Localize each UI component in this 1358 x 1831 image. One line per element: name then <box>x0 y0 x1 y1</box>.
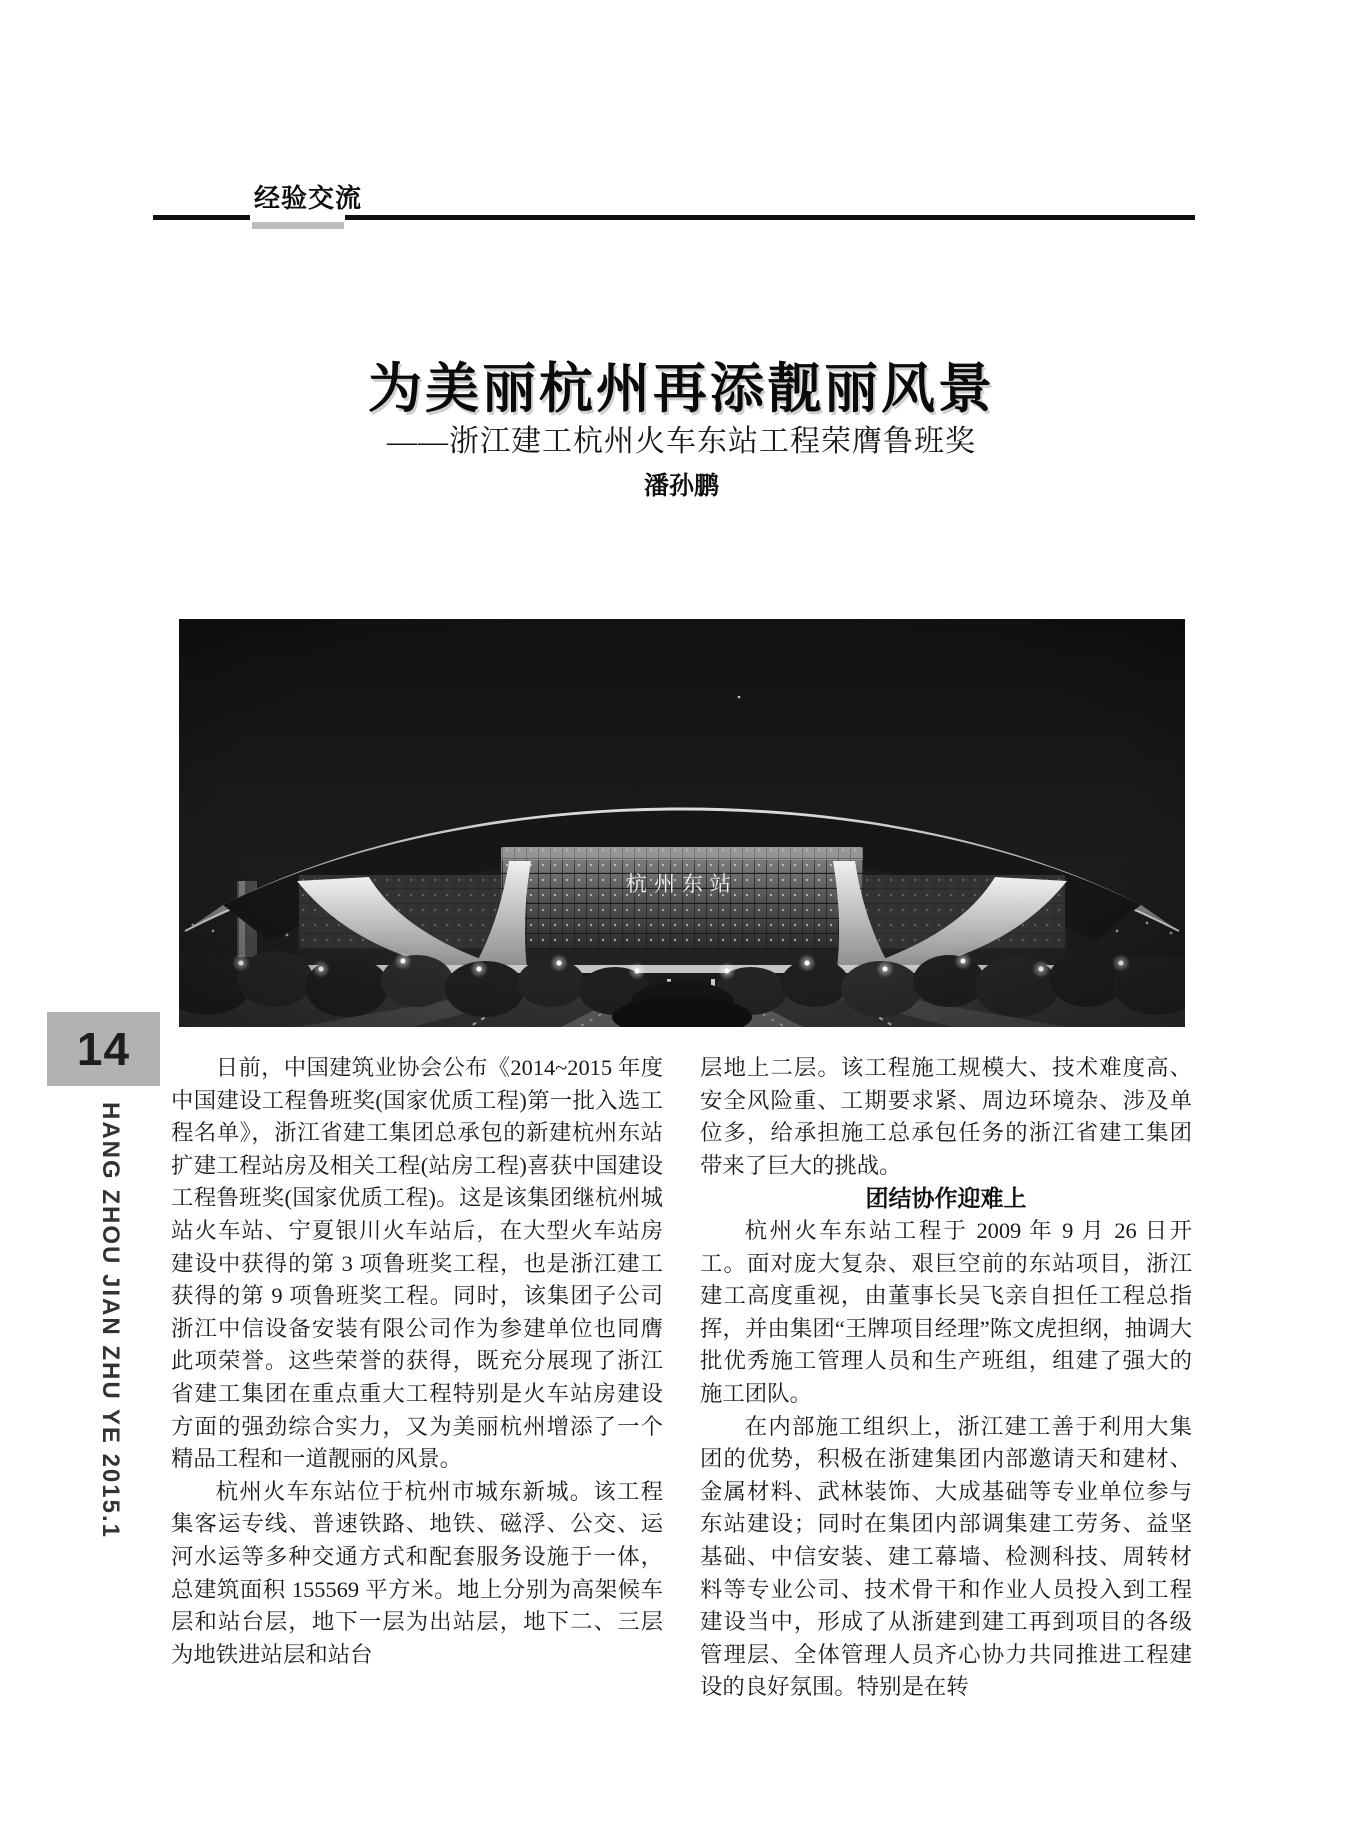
body-paragraph: 在内部施工组织上，浙江建工善于利用大集团的优势，积极在浙建集团内部邀请天和建材、金属材料、武林装饰、大成基础等专业单位参与东站建设；同时在集团内部调集建工劳务、益坚基础、中信安装、建工幕墙、检测科技、周转材料等专业公司、技术骨干和作业人员投入到工程建设当中，形成了从浙建到建工再到项目的各级管理层、全体管理人员齐心协力共同推进工程建设的良好氛围。特别是在转 <box>700 1413 1192 1700</box>
section-label-shadow <box>252 222 344 229</box>
page-number-badge: 14 <box>47 1012 160 1086</box>
title-wrap <box>171 346 1192 423</box>
station-photo <box>179 619 1185 1027</box>
body-paragraph: 层地上二层。该工程施工规模大、技术难度高、安全风险重、工期要求紧、周边环境杂、涉及单位多，给承担施工总承包任务的浙江省建工集团带来了巨大的挑战。 <box>700 1055 1192 1178</box>
section-heading: 团结协作迎难上 <box>865 1185 1027 1212</box>
article-subtitle: ——浙江建工杭州火车东站工程荣膺鲁班奖 <box>387 425 976 458</box>
section-label: 经验交流 <box>254 183 363 213</box>
body-paragraph: 杭州火车东站工程于 2009 年 9 月 26 日开工。面对庞大复杂、艰巨空前的东站项目，浙江建工高度重视，由董事长吴飞亲自担任工程总指挥，并由集团“王牌项目经理”陈文虎担纲，抽调大批优秀施工管理人员和生产班组，组建了强大的施工团队。 <box>700 1217 1192 1406</box>
station-photo-graphic <box>179 619 1185 1027</box>
vignette <box>179 619 1185 1027</box>
header-rule-left <box>153 215 250 220</box>
body-right-column <box>700 1052 1192 1704</box>
article-author: 潘孙鹏 <box>643 472 719 500</box>
journal-spine-text: HANG ZHOU JIAN ZHU YE 2015.1 <box>97 1102 124 1539</box>
body-paragraph: 日前，中国建筑业协会公布《2014~2015 年度中国建设工程鲁班奖(国家优质工程)第一批入选工程名单》，浙江省建工集团总承包的新建杭州东站扩建工程站房及相关工程(站房工程)喜获中国建设工程鲁班奖(国家优质工程)。这是该集团继杭州城站火车站、宁夏银川火车站后，在大型火车站房建设中获得的第 3 项鲁班奖工程，也是浙江建工获得的第 9 项鲁班奖工程。同时，该集团子公司浙江中信设备安装有限公司作为参建单位也同膺此项荣誉。这些荣誉的获得，既充分展现了浙江省建工集团在重点重大工程特别是火车站房建设方面的强劲综合实力，又为美丽杭州增添了一个精品工程和一道靓丽的风景。 <box>171 1055 663 1472</box>
header-rule-right <box>345 215 1195 220</box>
article-title: 为美丽杭州再添靓丽风景 <box>368 359 995 419</box>
body-paragraph: 杭州火车东站位于杭州市城东新城。该工程集客运专线、普速铁路、地铁、磁浮、公交、运河水运等多种交通方式和配套服务设施于一体，总建筑面积 155569 平方米。地上分别为高架候车层和站台层，地下一层为出站层，地下二、三层为地铁进站层和站台 <box>171 1478 663 1667</box>
body-left-column <box>171 1052 663 1671</box>
